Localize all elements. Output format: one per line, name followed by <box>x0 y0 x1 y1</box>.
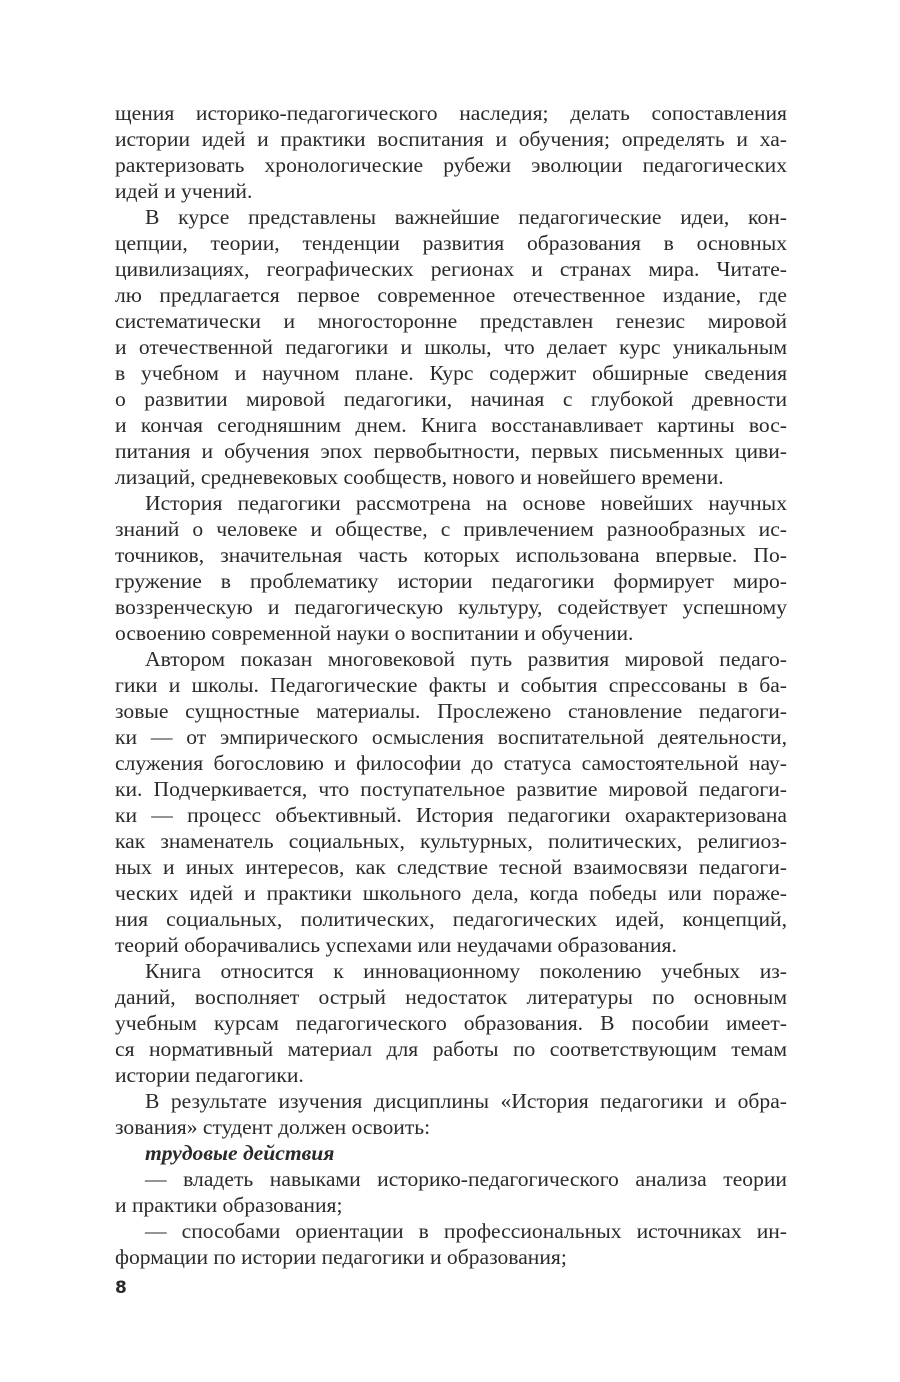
text-line: зовые сущностные материалы. Прослежено становление педагоги- <box>115 699 787 723</box>
text-line: освоению современной науки о воспитании и обучении. <box>115 621 634 645</box>
text-line: цепции, теории, тенденции развития образования в основных <box>115 231 787 255</box>
text-line: цивилизациях, географических регионах и странах мира. Читате- <box>115 257 787 281</box>
text-line: ки. Подчеркивается, что поступательное развитие мировой педагоги- <box>115 777 787 801</box>
text-line: воззренческую и педагогическую культуру, содействует успешному <box>115 595 787 619</box>
text-line: — владеть навыками историко-педагогического анализа теории <box>145 1167 787 1191</box>
text-line: учебным курсам педагогического образования. В пособии имеет- <box>115 1011 787 1035</box>
text-line: лизаций, средневековых сообществ, нового и новейшего времени. <box>115 465 724 489</box>
text-line: лю предлагается первое современное отечественное издание, где <box>115 283 787 307</box>
text-line: В результате изучения дисциплины «История педагогики и обра- <box>145 1089 787 1113</box>
text-line: ния социальных, политических, педагогических идей, концепций, <box>115 907 787 931</box>
text-line: ки — от эмпирического осмысления воспитательной деятельности, <box>115 725 787 749</box>
text-line: и отечественной педагогики и школы, что делает курс уникальным <box>115 335 787 359</box>
text-line: как знаменатель социальных, культурных, политических, религиоз- <box>115 829 787 853</box>
text-line: История педагогики рассмотрена на основе новейших научных <box>145 491 787 515</box>
text-line: гики и школы. Педагогические факты и события спрессованы в ба- <box>115 673 787 697</box>
text-line: систематически и многосторонне представлен генезис мировой <box>115 309 787 333</box>
text-line: истории педагогики. <box>115 1063 304 1087</box>
text-line: рактеризовать хронологические рубежи эволюции педагогических <box>115 153 787 177</box>
text-line: ки — процесс объективный. История педагогики охарактеризована <box>115 803 787 827</box>
text-line: гружение в проблематику истории педагогики формирует миро- <box>115 569 787 593</box>
page-number: 8 <box>115 1278 127 1298</box>
text-line: формации по истории педагогики и образования; <box>115 1245 567 1269</box>
text-line: даний, восполняет острый недостаток литературы по основным <box>115 985 787 1009</box>
text-line: ческих идей и практики школьного дела, когда победы или пораже- <box>115 881 787 905</box>
text-line: щения историко-педагогического наследия; делать сопоставления <box>115 101 787 125</box>
text-line: ся нормативный материал для работы по соответствующим темам <box>115 1037 787 1061</box>
text-line: Автором показан многовековой путь развития мировой педаго- <box>145 647 787 671</box>
text-line: — способами ориентации в профессиональных источниках ин- <box>145 1219 787 1243</box>
text-line: ных и иных интересов, как следствие тесной взаимосвязи педагоги- <box>115 855 787 879</box>
text-line: В курсе представлены важнейшие педагогические идеи, кон- <box>145 205 787 229</box>
text-line: идей и учений. <box>115 179 253 203</box>
text-line: зования» студент должен освоить: <box>115 1115 431 1139</box>
text-line: знаний о человеке и обществе, с привлечением разнообразных ис- <box>115 517 787 541</box>
text-line: служения богословию и философии до статуса самостоятельной нау- <box>115 751 787 775</box>
text-line: Книга относится к инновационному поколению учебных из- <box>145 959 787 983</box>
text-line: истории идей и практики воспитания и обучения; определять и ха- <box>115 127 787 151</box>
text-line: точников, значительная часть которых использована впервые. По- <box>115 543 787 567</box>
text-line: и практики образования; <box>115 1193 343 1217</box>
text-line: о развитии мировой педагогики, начиная с глубокой древности <box>115 387 787 411</box>
text-line: питания и обучения эпох первобытности, первых письменных циви- <box>115 439 787 463</box>
body-text <box>115 100 787 1270</box>
text-line: в учебном и научном плане. Курс содержит обширные сведения <box>115 361 787 385</box>
text-line: теорий оборачивались успехами или неудачами образования. <box>115 933 677 957</box>
section-heading: трудовые действия <box>145 1141 335 1165</box>
text-line: и кончая сегодняшним днем. Книга восстанавливает картины вос- <box>115 413 787 437</box>
